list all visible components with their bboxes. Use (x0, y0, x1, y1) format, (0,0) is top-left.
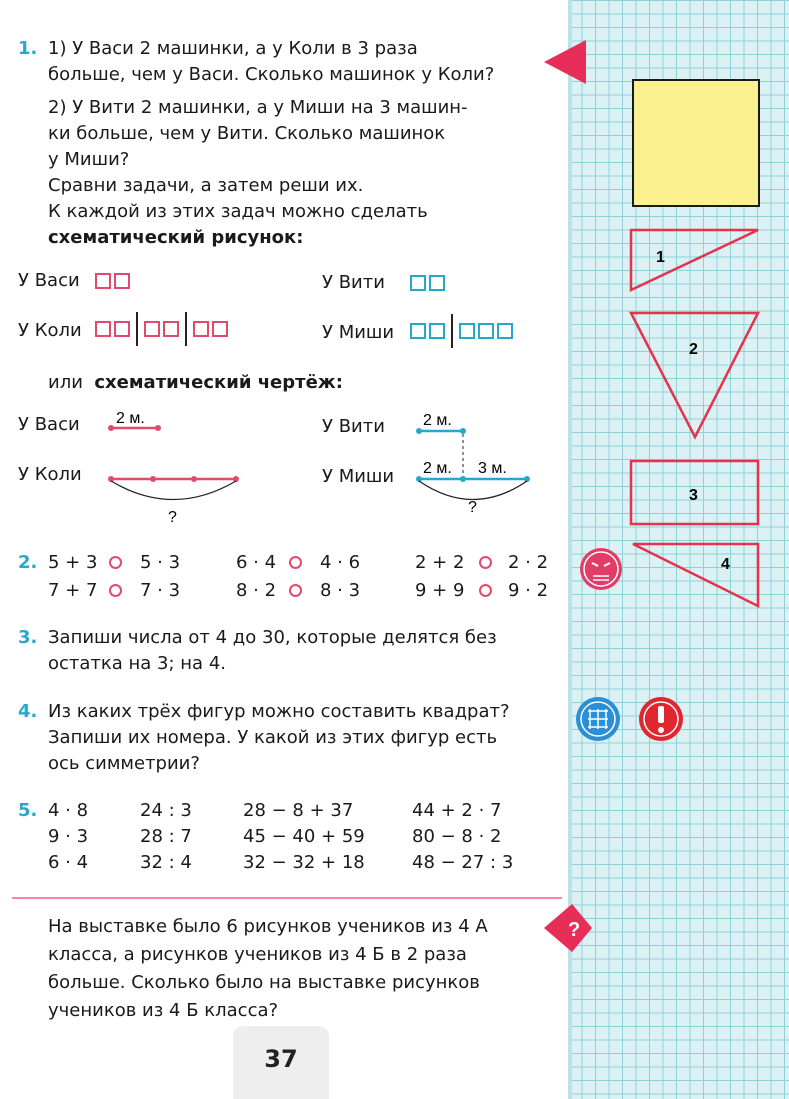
compare-circle[interactable] (289, 556, 302, 569)
compare-circle[interactable] (109, 584, 122, 597)
cmp-expr: 7 + 7 (48, 580, 98, 601)
figures-panel (530, 0, 789, 1099)
task-number-3: 3. (18, 627, 38, 648)
label-vasya: У Васи (18, 270, 80, 291)
t5-expr: 48 − 27 : 3 (412, 852, 514, 873)
label-misha: У Миши (322, 322, 395, 343)
task-number-1: 1. (18, 38, 38, 59)
task1-part2-line2: ки больше, чем у Вити. Сколько машинок (48, 123, 446, 144)
vitya-2m-label: 2 м. (423, 412, 452, 429)
compare-circle[interactable] (289, 584, 302, 597)
t5-expr: 80 − 8 · 2 (412, 826, 502, 847)
figure-4-triangle (633, 544, 758, 606)
label-kolya: У Коли (18, 320, 82, 341)
task-number-5: 5. (18, 800, 38, 821)
task1-part2-line3: у Миши? (48, 149, 130, 170)
cmp-expr: 9 · 2 (508, 580, 549, 601)
bonus-line2: класса, а рисунков учеников из 4 Б в 2 раза (48, 944, 467, 965)
task-number-4: 4. (18, 701, 38, 722)
t5-expr: 6 · 4 (48, 852, 89, 873)
task3-line2: остатка на 3; на 4. (48, 653, 226, 674)
t5-expr: 32 − 32 + 18 (243, 852, 365, 873)
yellow-square (633, 80, 759, 206)
t5-expr: 28 : 7 (140, 826, 192, 847)
bonus-line3: больше. Сколько было на выставке рисунков (48, 972, 480, 993)
thinking-face-icon (580, 548, 622, 590)
scheme-heading: схематический чертёж: (94, 372, 343, 393)
t5-expr: 45 − 40 + 59 (243, 826, 365, 847)
misha-question: ? (468, 499, 477, 516)
bonus-line1: На выставке было 6 рисунков учеников из 4 А (48, 916, 488, 937)
cmp-expr: 5 · 3 (140, 552, 181, 573)
cmp-expr: 9 + 9 (415, 580, 465, 601)
task4-line1: Из каких трёх фигур можно составить квадрат? (48, 701, 510, 722)
t5-expr: 4 · 8 (48, 800, 89, 821)
t5-expr: 9 · 3 (48, 826, 89, 847)
segment-diagrams (0, 0, 568, 530)
figure-3-label: 3 (689, 487, 698, 504)
figure-4-label: 4 (721, 556, 730, 573)
cmp-expr: 4 · 6 (320, 552, 361, 573)
task4-line3: ось симметрии? (48, 753, 200, 774)
label-vitya: У Вити (322, 272, 385, 293)
t5-expr: 44 + 2 · 7 (412, 800, 502, 821)
misha-brace (419, 481, 527, 500)
label-vitya-2: У Вити (322, 416, 385, 437)
figure-2-label: 2 (689, 341, 698, 358)
compare-circle[interactable] (479, 556, 492, 569)
cmp-expr: 8 · 3 (320, 580, 361, 601)
t5-expr: 32 : 4 (140, 852, 192, 873)
t5-expr: 28 − 8 + 37 (243, 800, 354, 821)
task1-drawing-heading: схематический рисунок: (48, 227, 304, 248)
pointer-triangle (544, 40, 586, 84)
bonus-line4: учеников из 4 Б класса? (48, 1000, 279, 1021)
task1-each-line: К каждой из этих задач можно сделать (48, 201, 428, 222)
figure-1-label: 1 (656, 249, 665, 266)
task1-compare-line: Сравни задачи, а затем реши их. (48, 175, 364, 196)
task3-line1: Запиши числа от 4 до 30, которые делятся без (48, 627, 497, 648)
cmp-expr: 7 · 3 (140, 580, 181, 601)
page-number: 37 (233, 1026, 329, 1099)
task-number-2: 2. (18, 552, 38, 573)
label-misha-2: У Миши (322, 466, 395, 487)
compare-circle[interactable] (109, 556, 122, 569)
misha-2m-label: 2 м. (423, 460, 452, 477)
vasya-2m-label: 2 м. (116, 410, 145, 427)
kolya-question: ? (168, 509, 177, 526)
label-kolya-2: У Коли (18, 464, 82, 485)
cmp-expr: 2 · 2 (508, 552, 549, 573)
cmp-expr: 5 + 3 (48, 552, 98, 573)
or-prefix: или (48, 372, 83, 393)
figure-2-triangle (631, 313, 758, 437)
task1-part1-line2: больше, чем у Васи. Сколько машинок у Коли? (48, 64, 495, 85)
t5-expr: 24 : 3 (140, 800, 192, 821)
compare-circle[interactable] (479, 584, 492, 597)
task1-part2-line1: 2) У Вити 2 машинки, а у Миши на 3 машин- (48, 97, 468, 118)
cmp-expr: 8 · 2 (236, 580, 277, 601)
cmp-expr: 2 + 2 (415, 552, 465, 573)
task1-part1-line1: 1) У Васи 2 машинки, а у Коли в 3 раза (48, 38, 418, 59)
task4-line2: Запиши их номера. У какой из этих фигур есть (48, 727, 498, 748)
misha-3m-label: 3 м. (478, 460, 507, 477)
label-vasya-2: У Васи (18, 414, 80, 435)
kolya-brace (111, 481, 236, 500)
section-divider (12, 897, 562, 899)
question-badge-label: ? (568, 919, 581, 941)
figure-1-triangle (631, 230, 758, 290)
cmp-expr: 6 · 4 (236, 552, 277, 573)
